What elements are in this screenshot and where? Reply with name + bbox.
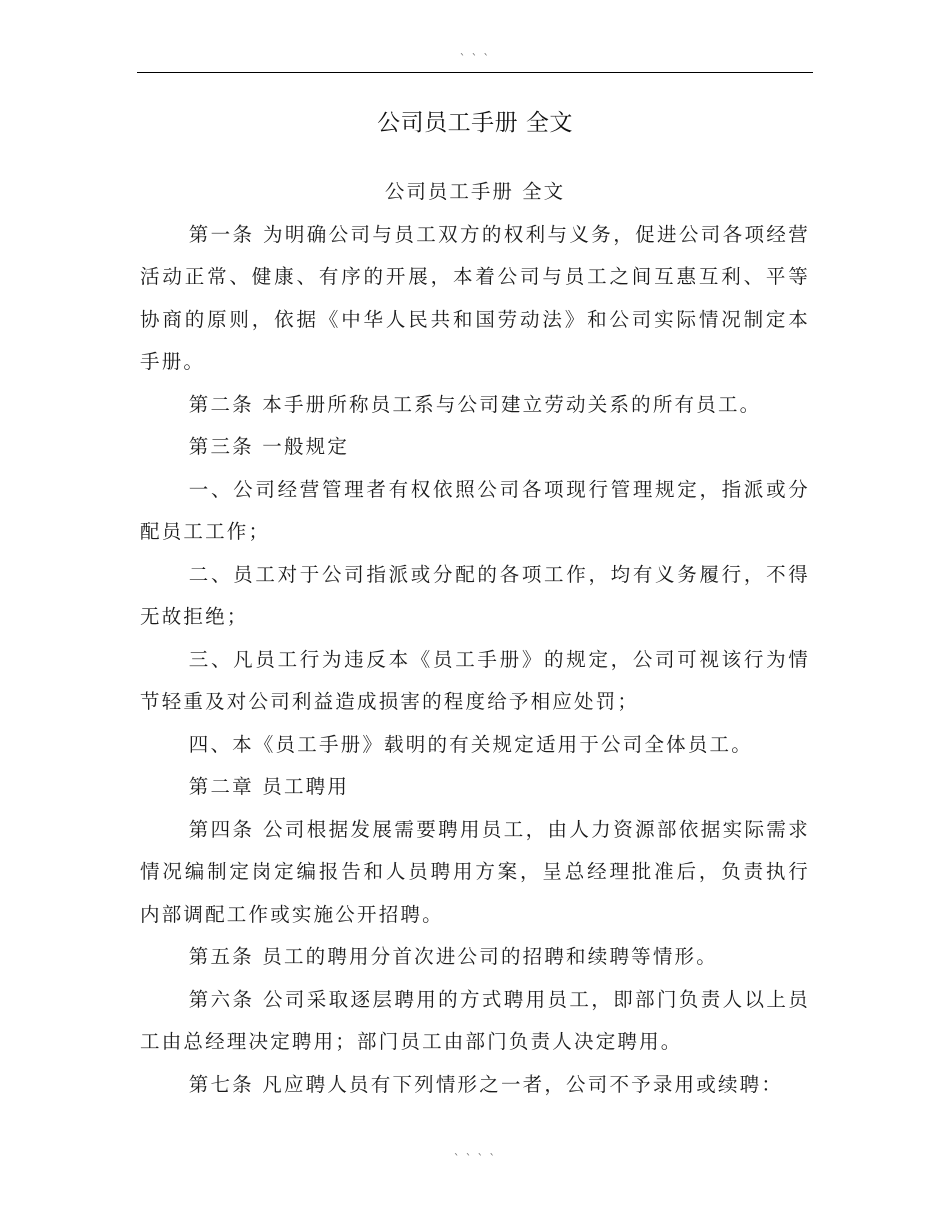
- paragraph-article-7: 第七条 凡应聘人员有下列情形之一者，公司不予录用或续聘：: [188, 1072, 784, 1096]
- paragraph-article-5: 第五条 员工的聘用分首次进公司的招聘和续聘等情形。: [188, 945, 718, 968]
- header-mark: ` ` `: [459, 52, 491, 66]
- paragraph-rule-3: 三、凡员工行为违反本《员工手册》的规定，公司可视该行为情节轻重及对公司利益造成损害的程度给予相应处罚；: [140, 647, 810, 713]
- paragraph-article-4: 第四条 公司根据发展需要聘用员工，由人力资源部依据实际需求情况编制定岗定编报告和人员聘用方案，呈总经理批准后，负责执行内部调配工作或实施公开招聘。: [140, 817, 810, 926]
- header-rule: [137, 72, 813, 73]
- paragraph-article-3-heading: 第三条 一般规定: [188, 435, 350, 458]
- document-body: [140, 171, 810, 1106]
- document-title: 公司员工手册 全文: [377, 110, 573, 136]
- paragraph-rule-4: 四、本《员工手册》载明的有关规定适用于公司全体员工。: [188, 732, 753, 756]
- paragraph-article-1: 第一条 为明确公司与员工双方的权利与义务，促进公司各项经营活动正常、健康、有序的开展，本着公司与员工之间互惠互利、平等协商的原则，依据《中华人民共和国劳动法》和公司实际情况制定本手册。: [140, 222, 810, 373]
- paragraph-rule-1: 一、公司经营管理者有权依照公司各项现行管理规定，指派或分配员工工作；: [140, 477, 810, 543]
- paragraph-rule-2: 二、员工对于公司指派或分配的各项工作，均有义务履行，不得无故拒绝；: [140, 562, 810, 628]
- chapter-2-heading: 第二章 员工聘用: [188, 775, 350, 798]
- paragraph-article-2: 第二条 本手册所称员工系与公司建立劳动关系的所有员工。: [188, 392, 762, 416]
- footer-mark: ` ` ` `: [453, 1152, 497, 1166]
- paragraph-article-6: 第六条 公司采取逐层聘用的方式聘用员工，即部门负责人以上员工由总经理决定聘用；部门员工由部门负责人决定聘用。: [140, 987, 810, 1053]
- document-subtitle: 公司员工手册 全文: [384, 180, 566, 203]
